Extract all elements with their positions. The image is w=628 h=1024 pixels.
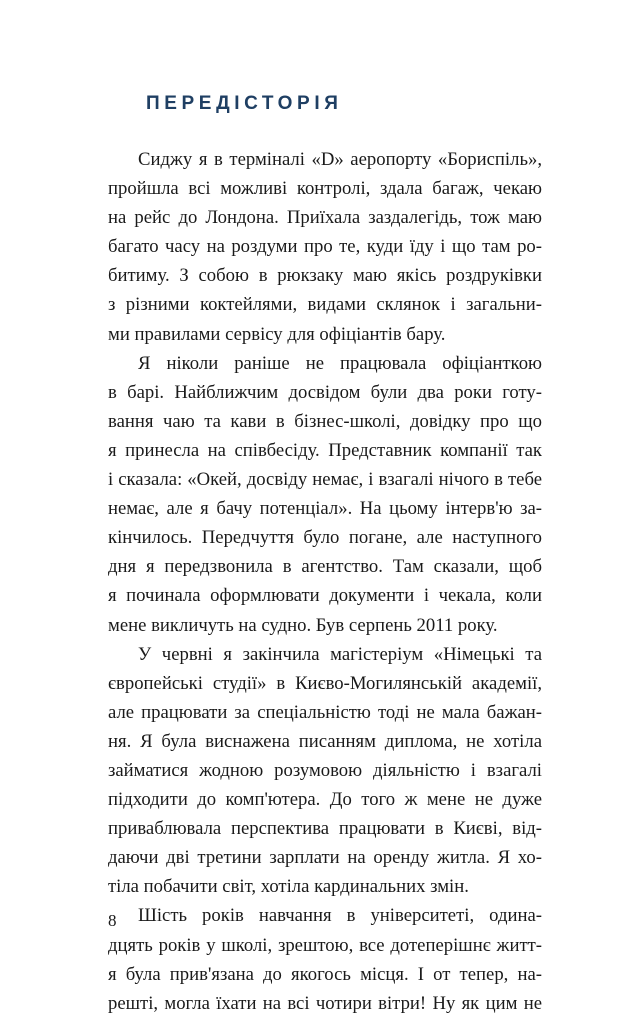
text-line: ми правилами сервісу для офіціантів бару. — [108, 323, 446, 345]
text-line: мене викличуть на судно. Був серпень 2011 року. — [108, 614, 498, 636]
text-line: ня. Я була виснажена писанням диплома, не хотіла — [108, 730, 542, 752]
text-line: на рейс до Лондона. Приїхала заздалегідь, тож маю — [108, 207, 542, 229]
text-line: дцять років у школі, зрештою, все дотеперішнє житт- — [108, 934, 542, 956]
paragraph-4 — [108, 901, 542, 1017]
text-line: решті, могла їхати на всі чотири вітри! Ну як цим не — [108, 992, 542, 1014]
text-line: Сиджу я в терміналі «D» аеропорту «Бориспіль», — [138, 149, 542, 170]
text-line: У червні я закінчила магістеріум «Німецькі та — [138, 643, 542, 665]
text-line: в барі. Найближчим досвідом були два роки готу- — [108, 381, 542, 403]
page-number: 8 — [108, 911, 117, 930]
body-text — [108, 145, 542, 1018]
text-line: вання чаю та кави в бізнес-школі, довідку про що — [108, 410, 542, 432]
text-line: займатися жодною розумовою діяльністю і взагалі — [108, 759, 542, 781]
text-line: немає, але я бачу потенціал». На цьому інтерв'ю за- — [108, 498, 542, 520]
text-line: підходити до комп'ютера. До того ж мене не дуже — [108, 789, 542, 811]
text-line: Шість років навчання в університеті, одина- — [138, 905, 542, 927]
text-line: кінчилось. Передчуття було погане, але наступного — [108, 527, 542, 549]
text-line: даючи дві третини зарплати на оренду житла. Я хо- — [108, 847, 542, 869]
text-line: європейські студії» в Києво-Могилянській академії, — [108, 672, 542, 694]
text-line: я принесла на співбесіду. Представник компанії так — [108, 439, 542, 461]
text-line: я була прив'язана до якогось місця. І от тепер, на- — [108, 963, 542, 985]
chapter-heading: ПЕРЕДІСТОРІЯ — [146, 93, 343, 114]
text-line: але працювати за спеціальністю тоді не мала бажан- — [108, 701, 542, 723]
text-line: пройшла всі можливі контролі, здала багаж, чекаю — [108, 178, 542, 200]
paragraph-3 — [108, 640, 542, 902]
text-line: приваблювала перспектива працювати в Києві, від- — [108, 818, 542, 840]
text-line: багато часу на роздуми про те, куди їду і що там ро- — [108, 236, 542, 258]
paragraph-2 — [108, 349, 542, 640]
paragraph-1 — [108, 145, 542, 349]
text-line: Я ніколи раніше не працювала офіціанткою — [138, 352, 542, 374]
text-line: битиму. З собою в рюкзаку маю якісь роздруківки — [108, 265, 542, 287]
text-line: тіла побачити світ, хотіла кардинальних змін. — [108, 876, 469, 898]
text-line: я починала оформлювати документи і чекала, коли — [108, 585, 542, 607]
text-line: з різними коктейлями, видами склянок і загальни- — [108, 294, 542, 316]
text-line: дня я передзвонила в агентство. Там сказали, щоб — [108, 556, 542, 578]
text-line: і сказала: «Окей, досвіду немає, і взагалі нічого в тебе — [108, 469, 542, 491]
